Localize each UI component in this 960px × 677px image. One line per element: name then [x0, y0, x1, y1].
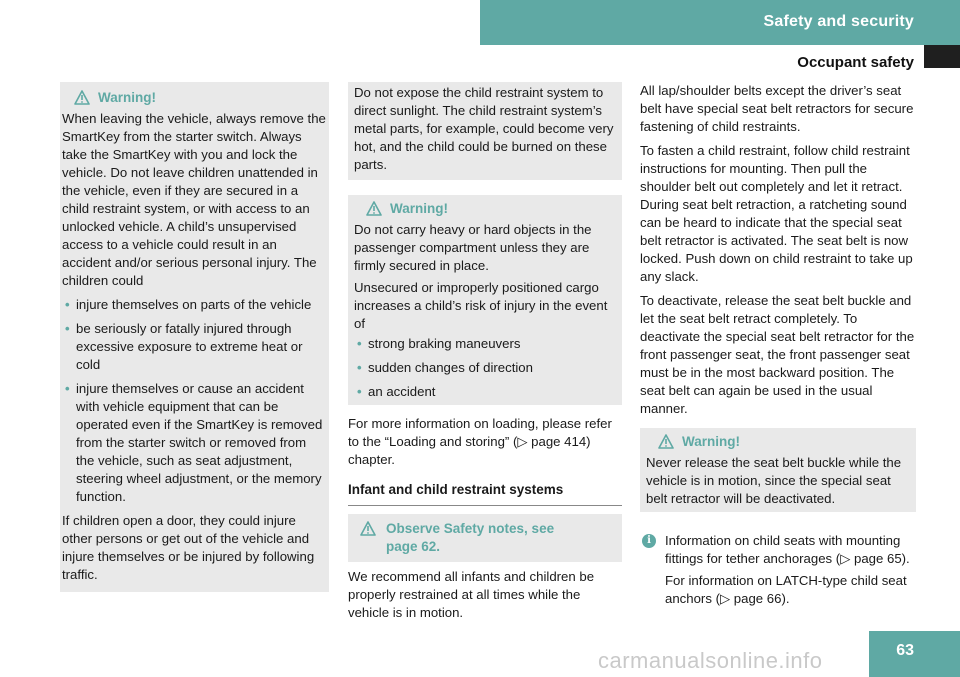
warning-buckle-text: Never release the seat belt buckle while the vehicle is in motion, since the special seat belt retractor will be deactivated. — [646, 455, 902, 506]
info-latch-text: For information on LATCH-type child seat anchors (▷ page 66). — [665, 573, 907, 606]
bullet-dot: • — [65, 321, 70, 336]
bullet-item — [62, 296, 327, 314]
fasten-instructions-text: To fasten a child restraint, follow child restraint instructions for mounting. Then pull the shoulder belt out completely and let it retract. During seat belt retraction, a ratcheting sound can be heard to indicate that the special seat belt retractor is activated. The seat belt is now locked. Push down on child restraint to take up any slack. — [640, 143, 913, 284]
bullet-dot: • — [65, 381, 70, 396]
warning-title: Warning! — [682, 433, 740, 449]
bullet-item — [62, 320, 327, 374]
section-heading-restraints: Infant and child restraint systems — [348, 481, 622, 506]
warning-cargo-text-1: Do not carry heavy or hard objects in the passenger compartment unless they are firmly secured in place. — [354, 222, 592, 273]
bullet-text: injure themselves on parts of the vehicle — [76, 297, 312, 312]
safety-note-text: Observe Safety notes, see page 62. — [386, 521, 555, 554]
safety-note-box — [348, 514, 622, 562]
watermark-text: carmanualsonline.info — [598, 648, 823, 673]
warning-box-children — [60, 82, 329, 592]
warning-intro-text: When leaving the vehicle, always remove the SmartKey from the starter switch. Always take the SmartKey with you and lock the vehicle. Do not leave children unattended in the vehicle, even if they are secured in a child restraint system, or with access to an unlocked vehicle. A child’s unsupervised access to a vehicle could result in an accident and/or serious personal injury. The children could — [62, 111, 326, 288]
info-icon: i — [642, 534, 656, 548]
subsection-title: Occupant safety — [797, 54, 914, 71]
warning-box-cargo — [348, 195, 622, 405]
retractor-intro-text: All lap/shoulder belts except the driver’s seat belt have special seat belt retractors for secure fastening of child restraints. — [640, 83, 914, 134]
sunlight-box — [348, 82, 622, 180]
warning-heading — [366, 199, 618, 217]
bullet-item — [62, 380, 327, 506]
bullet-item — [354, 359, 618, 377]
warning-box-buckle — [640, 428, 916, 512]
warning-heading — [658, 432, 912, 450]
column-right — [640, 82, 916, 612]
header-tab-marker — [924, 45, 960, 68]
bullet-text: be seriously or fatally injured through excessive exposure to extreme heat or cold — [76, 321, 303, 372]
bullet-item — [354, 335, 618, 353]
bullet-dot: • — [65, 297, 70, 312]
bullet-dot: • — [357, 336, 362, 351]
column-middle — [348, 82, 622, 626]
warning-triangle-icon — [360, 521, 376, 536]
bullet-text: an accident — [368, 384, 436, 399]
section-title: Safety and security — [763, 13, 914, 30]
warning-outro-text: If children open a door, they could injure other persons or get out of the vehicle and injure themselves or be injured by following traffic. — [62, 513, 315, 582]
recommendation-text: We recommend all infants and children be properly restrained at all times while the vehicle is in motion. — [348, 569, 595, 620]
warning-cargo-text-2: Unsecured or improperly positioned cargo increases a child’s risk of injury in the event of — [354, 280, 608, 331]
bullet-dot: • — [357, 360, 362, 375]
column-left — [60, 82, 329, 592]
bullet-text: sudden changes of direction — [368, 360, 533, 375]
info-note — [640, 532, 916, 612]
deactivate-instructions-text: To deactivate, release the seat belt buckle and let the seat belt retract completely. To deactivate the special seat belt retractor for the front passenger seat, the front passenger seat must be in the most backward position. The seat belt can again be used in the usual manner. — [640, 293, 915, 416]
warning-triangle-icon — [658, 434, 674, 449]
warning-title: Warning! — [98, 89, 156, 105]
sunlight-text: Do not expose the child restraint system to direct sunlight. The child restraint system’s metal parts, for example, could become very hot, and the child could be burned on these parts. — [354, 85, 614, 172]
warning-heading — [74, 88, 327, 106]
warning-triangle-icon — [366, 201, 382, 216]
warning-triangle-icon — [74, 90, 90, 105]
warning-title: Warning! — [390, 200, 448, 216]
bullet-dot: • — [357, 384, 362, 399]
info-tether-text: Information on child seats with mounting fittings for tether anchorages (▷ page 65). — [665, 533, 910, 566]
loading-reference-text: For more information on loading, please refer to the “Loading and storing” (▷ page 414) chapter. — [348, 416, 612, 467]
page-number: 63 — [869, 631, 960, 677]
bullet-text: strong braking maneuvers — [368, 336, 521, 351]
bullet-item — [354, 383, 618, 401]
bullet-text: injure themselves or cause an accident with vehicle equipment that can be operated even if the SmartKey is removed from the starter switch or removed from the vehicle, such as seat adjustment, steering wheel adjustment, or the memory function. — [76, 381, 323, 504]
